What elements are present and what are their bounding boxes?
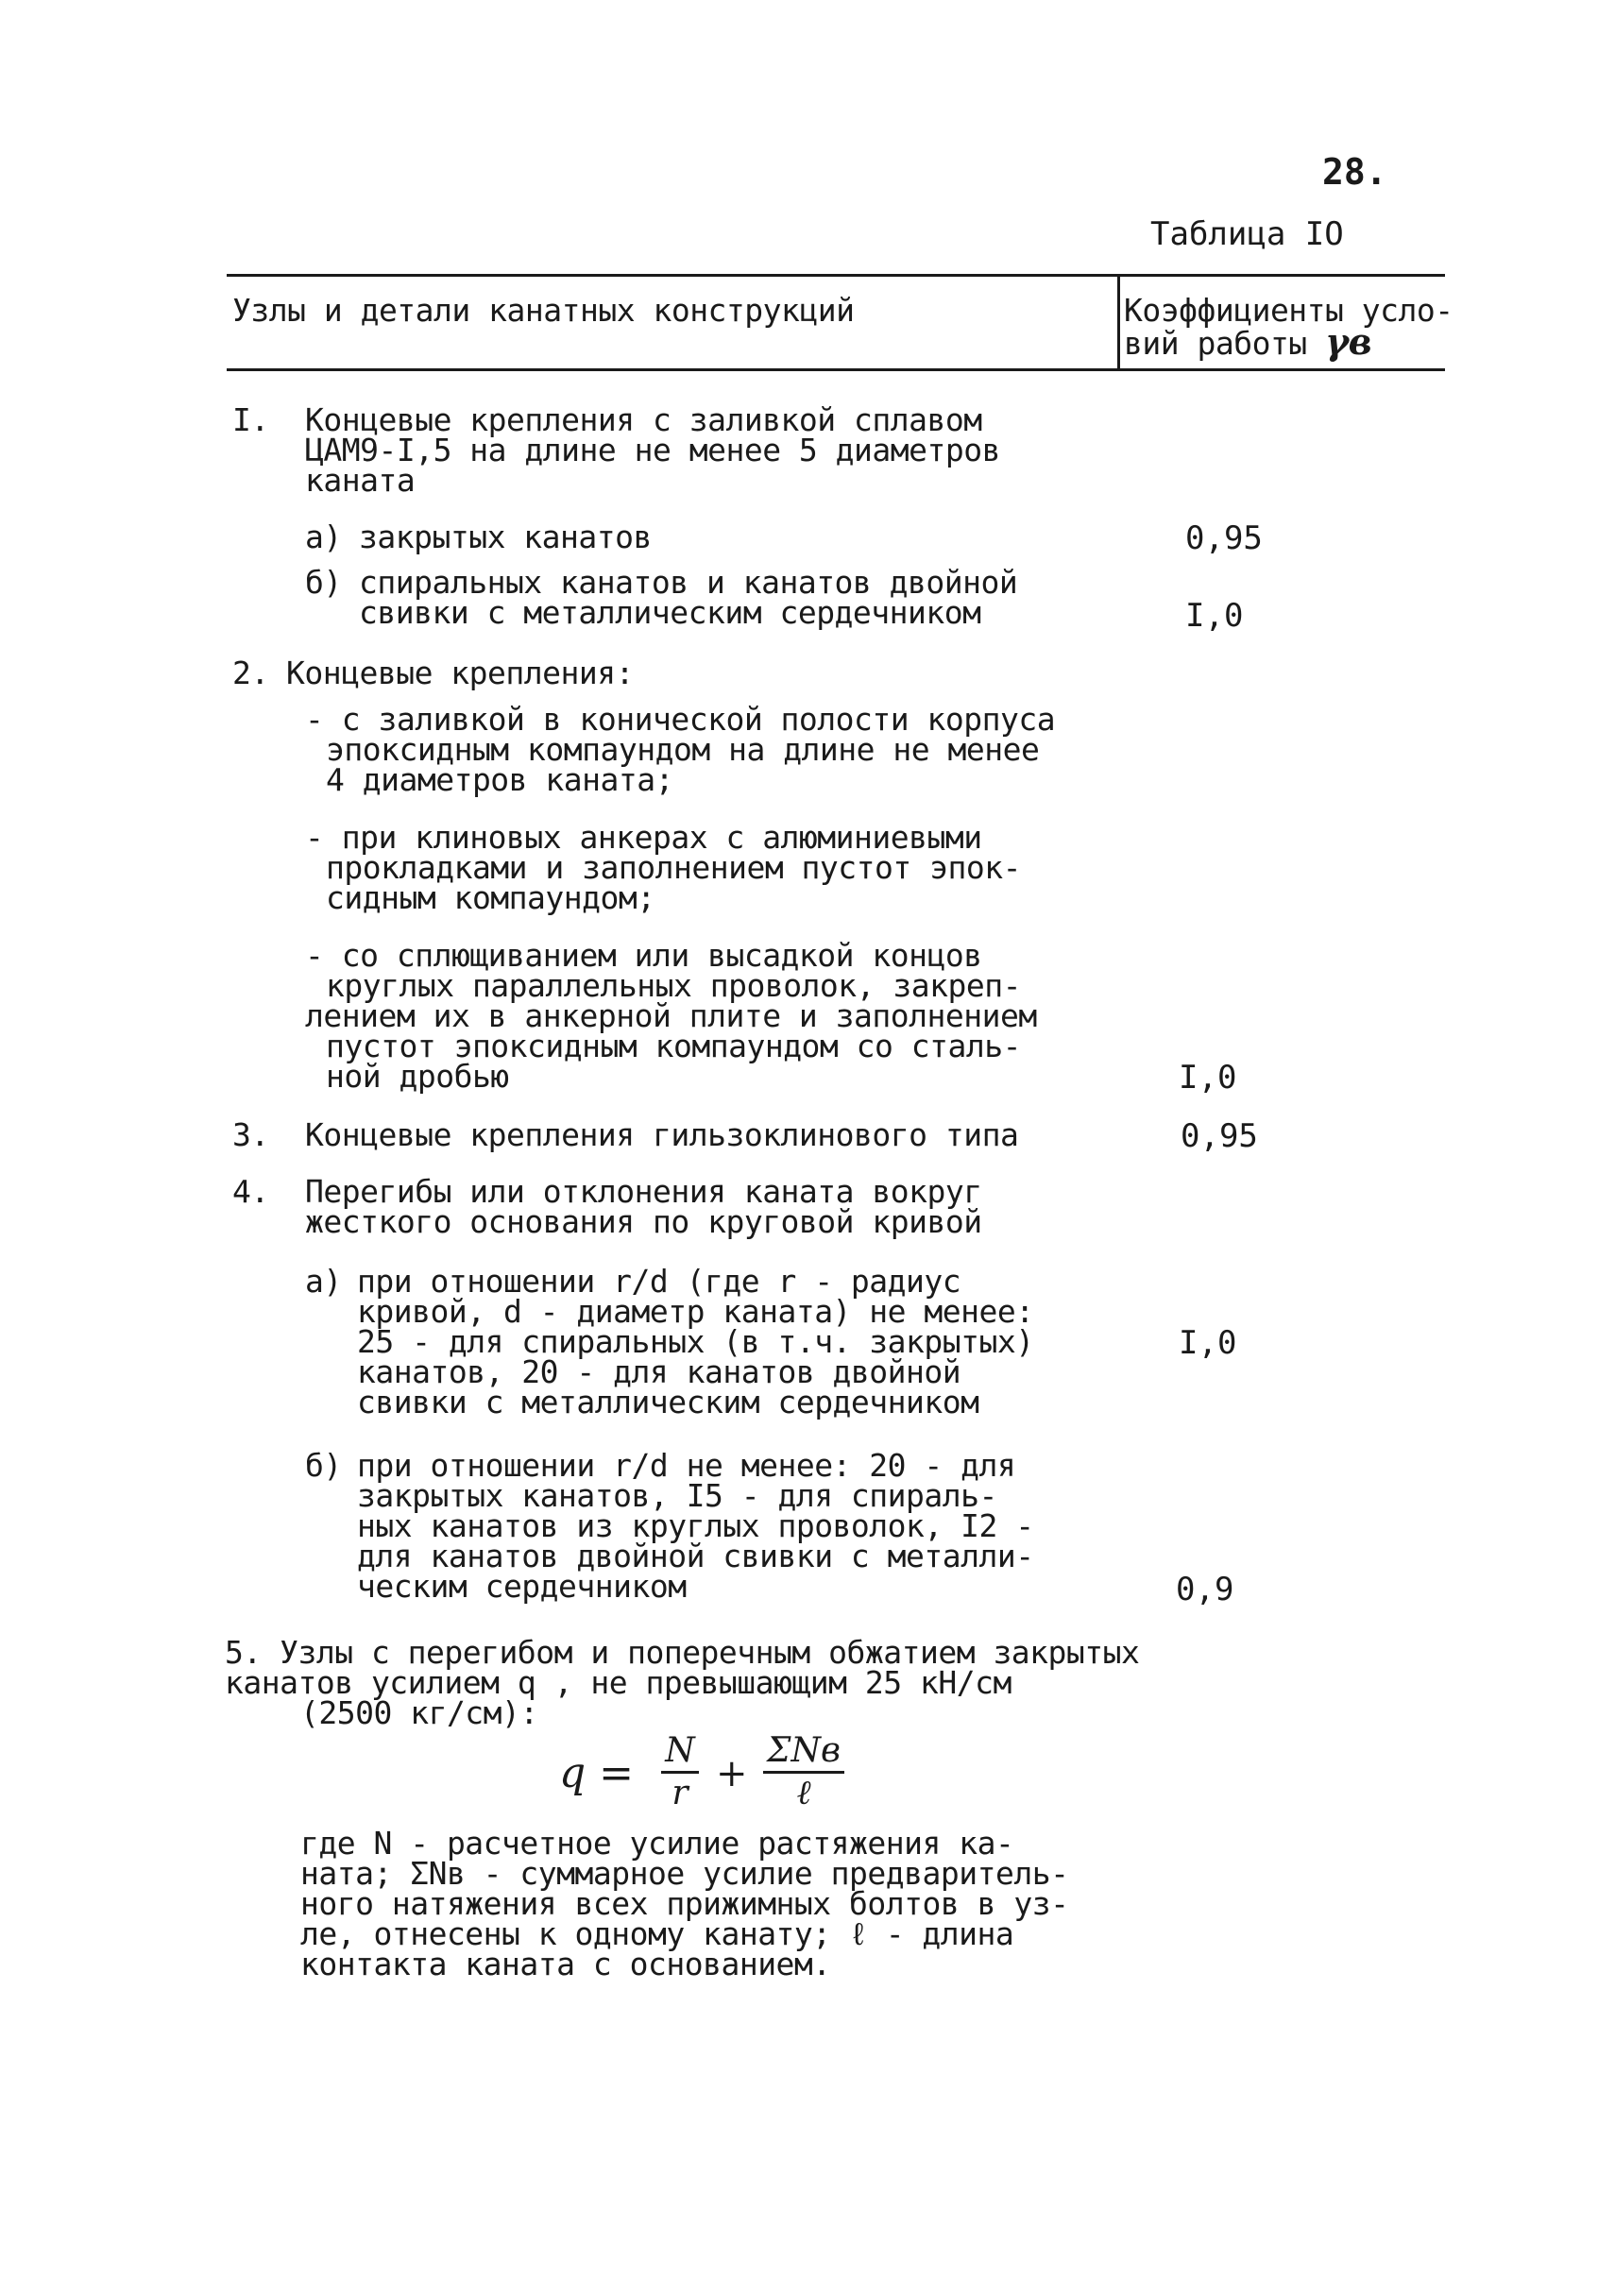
table-header-bottom-rule: [227, 368, 1445, 371]
item-1b-value: I,0: [1185, 597, 1244, 635]
where-line-5: контакта каната с основанием.: [300, 1946, 831, 1982]
item-5-line-1: 5. Узлы с перегибом и поперечным обжатием закрытых: [225, 1634, 1140, 1671]
item-1-line-3: каната: [305, 462, 416, 499]
item-2-dash3-line-1: - со сплющиванием или высадкой концов: [305, 937, 982, 974]
item-1-line-1: Концевые крепления с заливкой сплавом: [305, 401, 982, 438]
item-5-line-2: канатов усилием q , не превышающим 25 кН/см: [225, 1664, 1012, 1701]
table-caption: Таблица IO: [1150, 215, 1344, 253]
table-top-rule: [227, 274, 1445, 277]
item-4-line-2: жесткого основания по круговой кривой: [305, 1203, 982, 1240]
formula-plus: +: [716, 1752, 748, 1795]
item-3-value: 0,95: [1181, 1117, 1258, 1155]
item-2-dash3-line-5: ной дробью: [326, 1058, 509, 1095]
item-1-number: I.: [232, 401, 269, 438]
item-3-number: 3.: [232, 1116, 269, 1153]
item-4a-line-4: канатов, 20 - для канатов двойной: [357, 1353, 961, 1390]
where-line-1: где N - расчетное усилие растяжения ка-: [300, 1825, 1014, 1862]
item-4b-line-1: при отношении r/d не менее: 20 - для: [357, 1447, 1016, 1484]
item-4-number: 4.: [232, 1173, 269, 1210]
item-2-dash1-line-3: 4 диаметров каната;: [326, 761, 673, 798]
formula-numerator-2: ΣNв: [767, 1731, 841, 1770]
item-4a-value: I,0: [1179, 1324, 1237, 1362]
where-line-2: ната; ΣNв - суммарное усилие предваритель-: [300, 1855, 1069, 1892]
formula-fraction-2: [763, 1733, 844, 1811]
item-2-number: 2.: [232, 655, 269, 691]
header-col-coef-line2: вий работы γв: [1124, 320, 1372, 363]
item-4b-line-4: для канатов двойной свивки с металли-: [357, 1538, 1034, 1574]
item-2-dash3-line-4: пустот эпоксидным компаундом со сталь-: [326, 1028, 1021, 1064]
formula-denominator-2: ℓ: [796, 1774, 811, 1812]
formula-fraction-1: [661, 1733, 699, 1811]
item-1a-label: а): [305, 519, 342, 555]
item-4-line-1: Перегибы или отклонения каната вокруг: [305, 1173, 982, 1210]
item-1a-value: 0,95: [1185, 519, 1263, 557]
item-4b-line-2: закрытых канатов, I5 - для спираль-: [357, 1477, 997, 1514]
header-col-nodes: Узлы и детали канатных конструкций: [232, 292, 855, 329]
formula-numerator-1: N: [665, 1731, 695, 1770]
item-1b-label: б): [305, 564, 342, 601]
item-4a-label: а): [305, 1263, 342, 1300]
item-2-dash2-line-3: сидным компаундом;: [326, 879, 655, 916]
formula-lhs: q =: [559, 1749, 635, 1797]
item-2-value: I,0: [1179, 1059, 1237, 1097]
item-4a-line-2: кривой, d - диаметр каната) не менее:: [357, 1293, 1034, 1330]
page-number: 28.: [1322, 151, 1387, 193]
item-2-dash3-line-2: круглых параллельных проволок, закреп-: [326, 967, 1021, 1004]
item-2-dash2-line-2: прокладками и заполнением пустот эпок-: [326, 849, 1021, 886]
item-4a-line-3: 25 - для спиральных (в т.ч. закрытых): [357, 1323, 1034, 1360]
item-4b-line-3: ных канатов из круглых проволок, I2 -: [357, 1507, 1034, 1544]
formula-denominator-1: r: [672, 1774, 688, 1812]
item-2-dash1-line-2: эпоксидным компаундом на длине не менее: [326, 731, 1040, 768]
item-3-text: Концевые крепления гильзоклинового типа: [305, 1116, 1019, 1153]
header-col-coef-line1: Коэффициенты усло-: [1124, 292, 1454, 329]
item-5-line-3: (2500 кг/см):: [300, 1694, 538, 1731]
item-4b-label: б): [305, 1447, 342, 1484]
gamma-symbol: γв: [1325, 320, 1372, 363]
item-4b-value: 0,9: [1176, 1571, 1234, 1608]
item-1b-line-2: свивки с металлическим сердечником: [359, 594, 981, 631]
where-line-3: ного натяжения всех прижимных болтов в уз-: [300, 1885, 1069, 1922]
item-1-line-2: ЦАМ9-I,5 на длине не менее 5 диаметров: [305, 432, 1000, 468]
item-1a-line-1: закрытых канатов: [359, 519, 652, 555]
item-4b-line-5: ческим сердечником: [357, 1568, 687, 1605]
item-2-dash2-line-1: - при клиновых анкерах с алюминиевыми: [305, 819, 982, 856]
where-line-4: ле, отнесены к одному канату; ℓ - длина: [300, 1915, 1014, 1952]
item-1b-line-1: спиральных канатов и канатов двойной: [359, 564, 1018, 601]
item-2-dash3-line-3: лением их в анкерной плите и заполнением: [305, 997, 1037, 1034]
item-4a-line-1: при отношении r/d (где r - радиус: [357, 1263, 961, 1300]
item-2-title: Концевые крепления:: [286, 655, 634, 691]
header-column-divider: [1117, 276, 1120, 368]
item-4a-line-5: свивки с металлическим сердечником: [357, 1384, 979, 1420]
item-2-dash1-line-1: - с заливкой в конической полости корпуса: [305, 701, 1056, 738]
